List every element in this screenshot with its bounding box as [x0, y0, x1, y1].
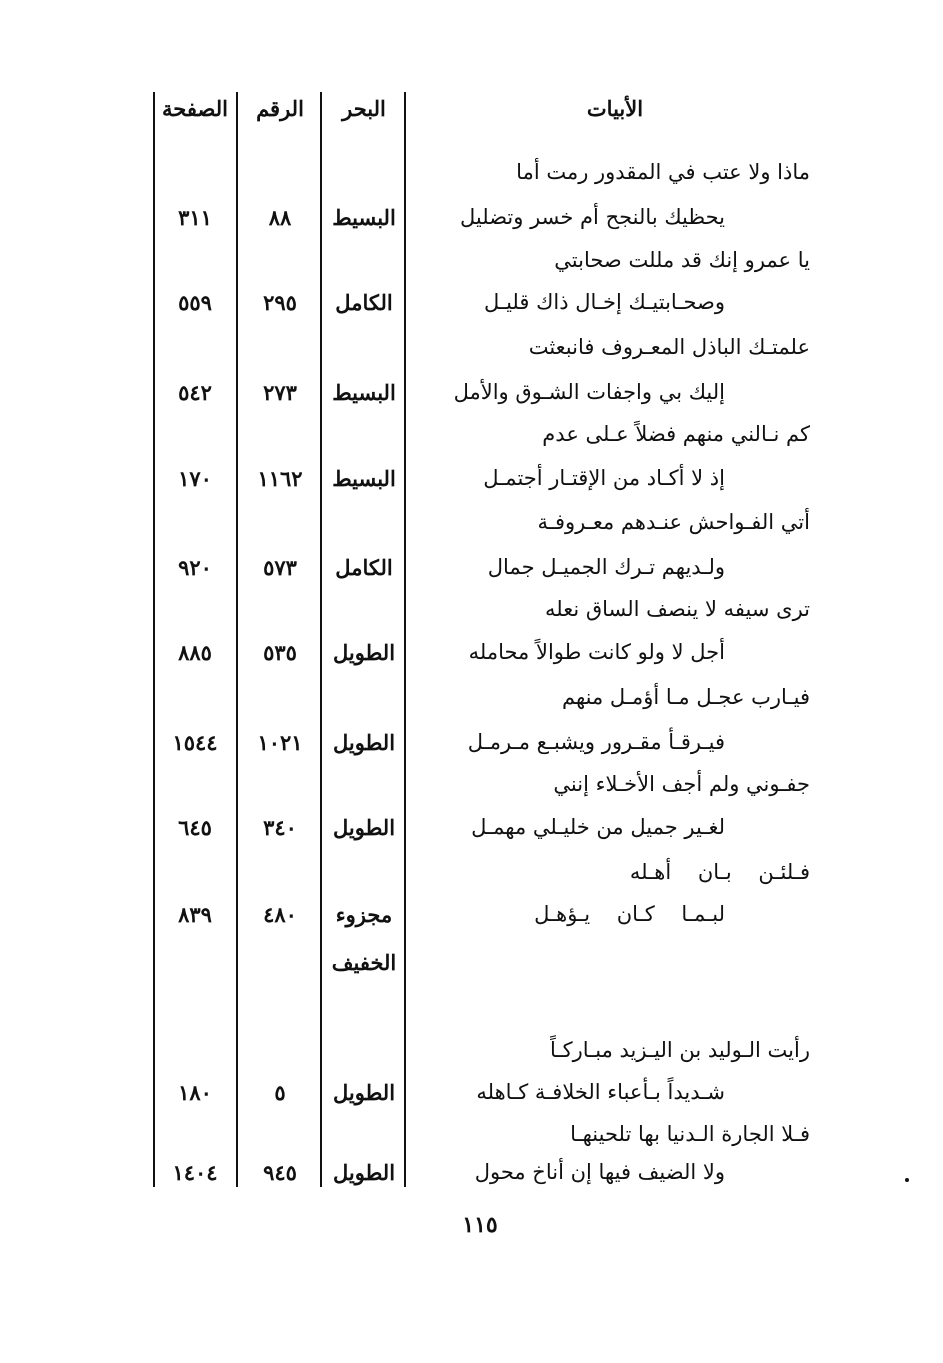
page-cell: ١٤٠٤ — [172, 1160, 218, 1185]
verse-line-1: فـلا الجارة الـدنيا بها تلحينهـا — [570, 1122, 810, 1146]
number-cell: ٢٩٥ — [263, 290, 297, 315]
meter-cell: الطويل — [332, 1160, 396, 1185]
meter-cell-continued: الخفيف — [331, 950, 397, 975]
meter-cell: الطويل — [332, 730, 396, 755]
verse-line-1: جفـوني ولم أجف الأخـلاء إنني — [553, 772, 810, 796]
number-cell: ٥٣٥ — [263, 640, 297, 665]
number-cell: ٣٤٠ — [263, 815, 297, 840]
verse-line-2: أجل لا ولو كانت طوالاً محامله — [468, 640, 725, 664]
number-cell: ٩٤٥ — [263, 1160, 297, 1185]
meter-cell: البسيط — [332, 205, 396, 230]
number-cell: ٥٧٣ — [263, 555, 297, 580]
meter-cell: الكامل — [335, 290, 393, 315]
verse-line-2: لغـير جميل من خليـلي مهمـل — [471, 815, 725, 839]
page-cell: ١٧٠ — [178, 466, 212, 491]
number-cell: ١٠٢١ — [257, 730, 303, 755]
verse-line-1: علمتـك الباذل المعـروف فانبعثت — [528, 335, 810, 359]
verse-line-2: يحظيك بالنجح أم خسر وتضليل — [460, 205, 725, 229]
column-divider — [236, 92, 238, 1187]
verse-line-2: إليك بي واجفات الشـوق والأمل — [453, 380, 725, 404]
verse-line-2: لبـمـا كـان يـؤهـل — [534, 902, 725, 926]
meter-cell: الطويل — [332, 640, 396, 665]
verse-line-2: فيـرقـأ مقـرور ويشبـع مـرمـل — [467, 730, 725, 754]
number-cell: ٨٨ — [268, 205, 292, 230]
number-cell: ٢٧٣ — [263, 380, 297, 405]
page-cell: ٣١١ — [178, 205, 212, 230]
verse-line-1: ترى سيفه لا ينصف الساق نعله — [544, 597, 810, 621]
page-cell: ٨٨٥ — [178, 640, 212, 665]
verse-line-1: ماذا ولا عتب في المقدور رمت أما — [516, 160, 810, 184]
page-cell: ٦٤٥ — [178, 815, 212, 840]
number-cell: ١١٦٢ — [257, 466, 303, 491]
meter-cell: البسيط — [332, 466, 396, 491]
meter-cell: مجزوء — [335, 902, 393, 927]
number-cell: ٥ — [274, 1080, 286, 1105]
page-cell: ٨٣٩ — [178, 902, 212, 927]
verse-line-1: أتي الفـواحش عنـدهم معـروفـة — [537, 510, 810, 534]
meter-cell: الكامل — [335, 555, 393, 580]
page-cell: ١٥٤٤ — [172, 730, 218, 755]
verse-line-1: رأيت الـوليد بن اليـزيد مبـاركـاً — [550, 1038, 810, 1062]
verse-line-1: فـلئـن بـان أهـله — [629, 860, 810, 884]
page-cell: ٥٤٢ — [178, 380, 212, 405]
page-cell: ٥٥٩ — [178, 290, 212, 315]
verse-line-1: فيـارب عجـل مـا أؤمـل منهم — [561, 685, 810, 709]
verse-line-2: شـديداً بـأعباء الخلافـة كـاهله — [476, 1080, 725, 1104]
verse-line-2: ولا الضيف فيها إن أناخ محول — [474, 1160, 725, 1184]
header-verses: الأبيات — [586, 96, 644, 121]
verse-line-2: ولـديهم تـرك الجميـل جمال — [487, 555, 725, 579]
verse-line-2: وصحـابتيـك إخـال ذاك قليـل — [484, 290, 725, 314]
meter-cell: الطويل — [332, 1080, 396, 1105]
verse-line-1: يا عمرو إنك قد مللت صحابتي — [554, 248, 810, 272]
number-cell: ٤٨٠ — [263, 902, 297, 927]
header-number: الرقم — [256, 96, 304, 121]
meter-cell: الطويل — [332, 815, 396, 840]
page-cell: ٩٢٠ — [178, 555, 212, 580]
meter-cell: البسيط — [332, 380, 396, 405]
page-cell: ١٨٠ — [178, 1080, 212, 1105]
header-page: الصفحة — [162, 96, 228, 121]
verse-line-2: إذ لا أكـاد من الإقتـار أجتمـل — [483, 466, 725, 490]
page-number: ١١٥ — [462, 1212, 498, 1238]
verse-line-1: كم نـالني منهم فضلاً عـلى عدم — [542, 422, 810, 446]
header-meter: البحر — [342, 96, 386, 121]
margin-dot — [905, 1178, 909, 1182]
